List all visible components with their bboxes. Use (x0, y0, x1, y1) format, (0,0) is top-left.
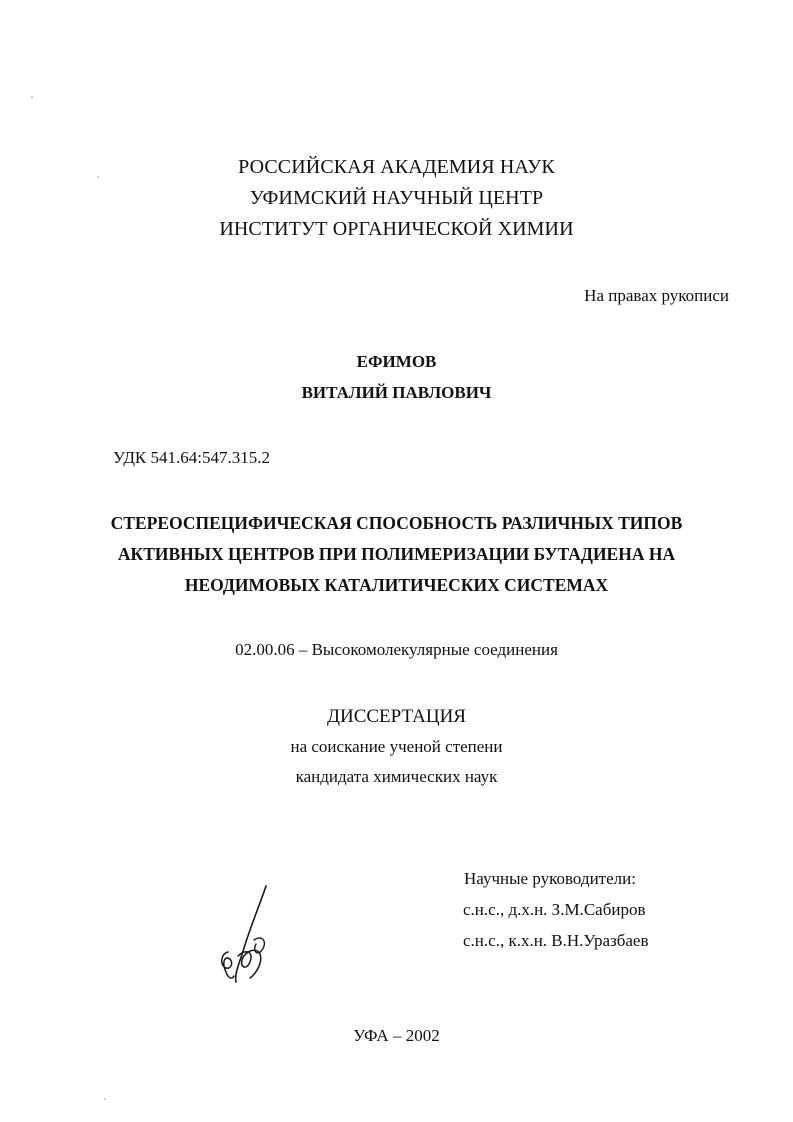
degree-purpose: на соискание ученой степени (290, 737, 503, 756)
dissertation-title (0, 508, 793, 601)
title-line: СТЕРЕОСПЕЦИФИЧЕСКАЯ СПОСОБНОСТЬ РАЗЛИЧНЫХ ТИПОВ (110, 513, 683, 533)
supervisors-block (463, 863, 648, 956)
handwritten-signature (216, 882, 276, 992)
author-surname: ЕФИМОВ (356, 352, 437, 371)
supervisors-heading: Научные руководители: (464, 869, 636, 888)
scan-speck (97, 176, 99, 178)
title-line: НЕОДИМОВЫХ КАТАЛИТИЧЕСКИХ СИСТЕМАХ (184, 575, 609, 595)
scan-speck (104, 1098, 106, 1100)
supervisor-entry: с.н.с., к.х.н. В.Н.Уразбаев (463, 931, 649, 950)
academy-name: РОССИЙСКАЯ АКАДЕМИЯ НАУК (238, 156, 555, 178)
specialty-code: 02.00.06 – Высокомолекулярные соединения (235, 640, 558, 659)
scan-speck (31, 96, 33, 98)
city-and-year: УФА – 2002 (353, 1026, 440, 1045)
organization-header (0, 152, 793, 245)
center-name: УФИМСКИЙ НАУЧНЫЙ ЦЕНТР (249, 187, 544, 209)
institute-name: ИНСТИТУТ ОРГАНИЧЕСКОЙ ХИМИИ (219, 218, 574, 240)
dissertation-block (0, 702, 793, 792)
dissertation-heading: ДИССЕРТАЦИЯ (327, 706, 466, 727)
author-given-names: ВИТАЛИЙ ПАВЛОВИЧ (301, 383, 492, 402)
title-line: АКТИВНЫХ ЦЕНТРОВ ПРИ ПОЛИМЕРИЗАЦИИ БУТАДИЕНА НА (117, 544, 676, 564)
udc-code: УДК 541.64:547.315.2 (113, 448, 270, 467)
supervisor-entry: с.н.с., д.х.н. З.М.Сабиров (463, 900, 646, 919)
degree-name: кандидата химических наук (295, 767, 498, 786)
manuscript-rights-note: На правах рукописи (584, 286, 729, 305)
author-block (0, 346, 793, 408)
